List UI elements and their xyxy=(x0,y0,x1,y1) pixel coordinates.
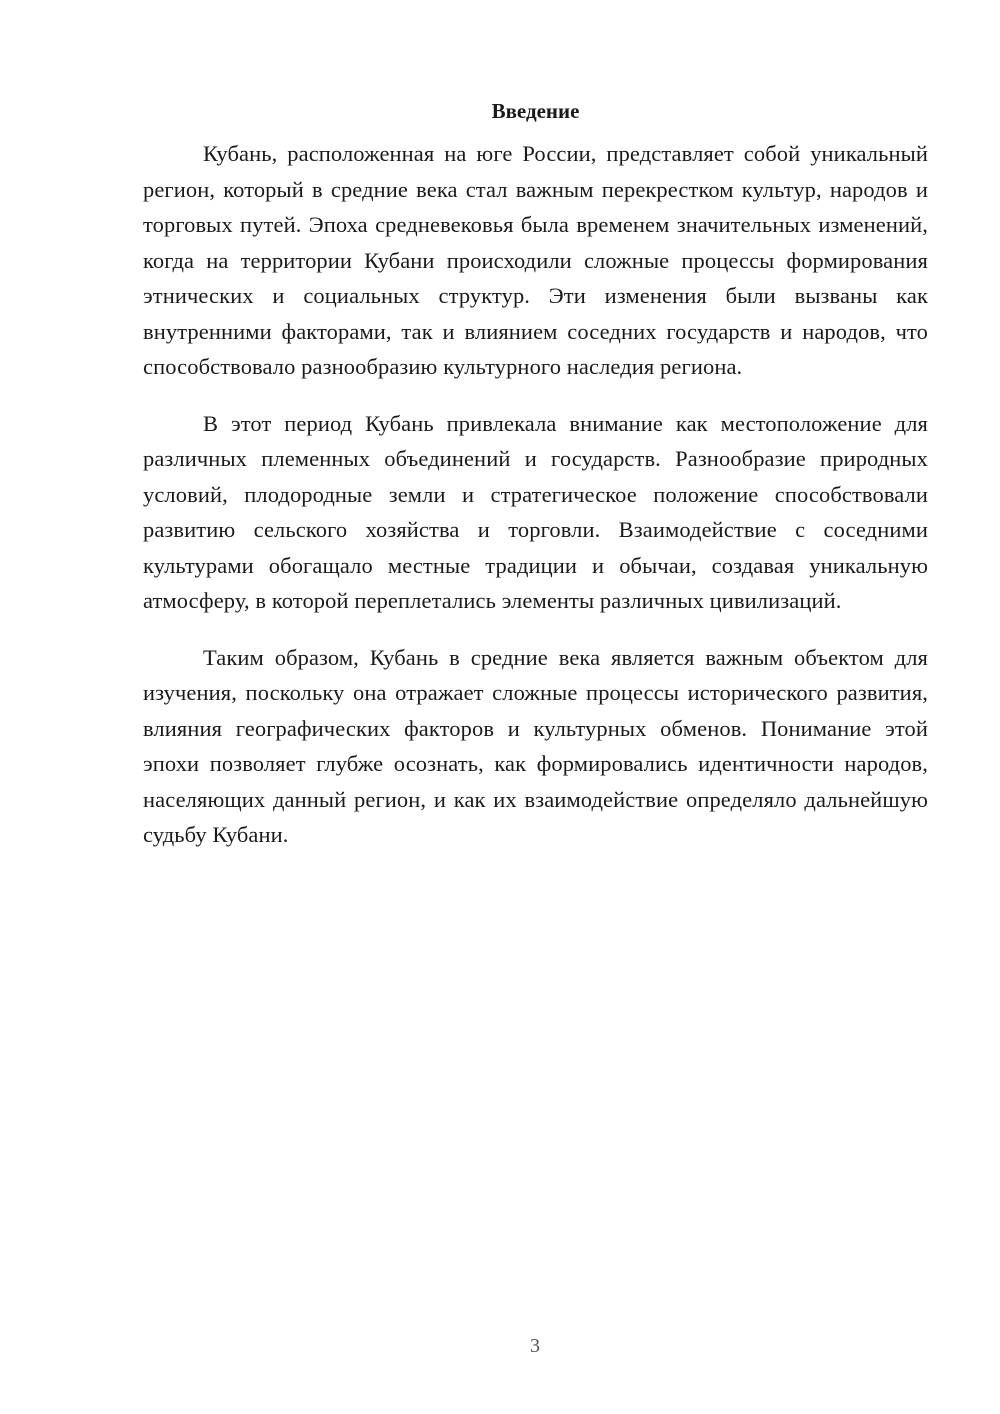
page-content xyxy=(143,96,928,874)
page-number: 3 xyxy=(530,1335,540,1357)
paragraph-1: Кубань, расположенная на юге России, представляет собой уникальный регион, который в средние века стал важным перекрестком культур, народов и торговых путей. Эпоха средневековья была временем значительных изменений, когда на территории Кубани происходили сложные процессы формирования этнических и социальных структур. Эти изменения были вызваны как внутренними факторами, так и влиянием соседних государств и народов, что способствовало разнообразию культурного наследия региона. xyxy=(143,141,928,379)
section-title: Введение xyxy=(491,99,580,123)
paragraph-3: Таким образом, Кубань в средние века является важным объектом для изучения, поскольку она отражает сложные процессы исторического развития, влияния географических факторов и культурных обменов. Понимание этой эпохи позволяет глубже осознать, как формировались идентичности народов, населяющих данный регион, и как их взаимодействие определяло дальнейшую судьбу Кубани. xyxy=(143,644,928,847)
paragraph-2: В этот период Кубань привлекала внимание как местоположение для различных племенных объединений и государств. Разнообразие природных условий, плодородные земли и стратегическое положение способствовали развитию сельского хозяйства и торговли. Взаимодействие с соседними культурами обогащало местные традиции и обычаи, создавая уникальную атмосферу, в которой переплетались элементы различных цивилизаций. xyxy=(143,410,928,613)
